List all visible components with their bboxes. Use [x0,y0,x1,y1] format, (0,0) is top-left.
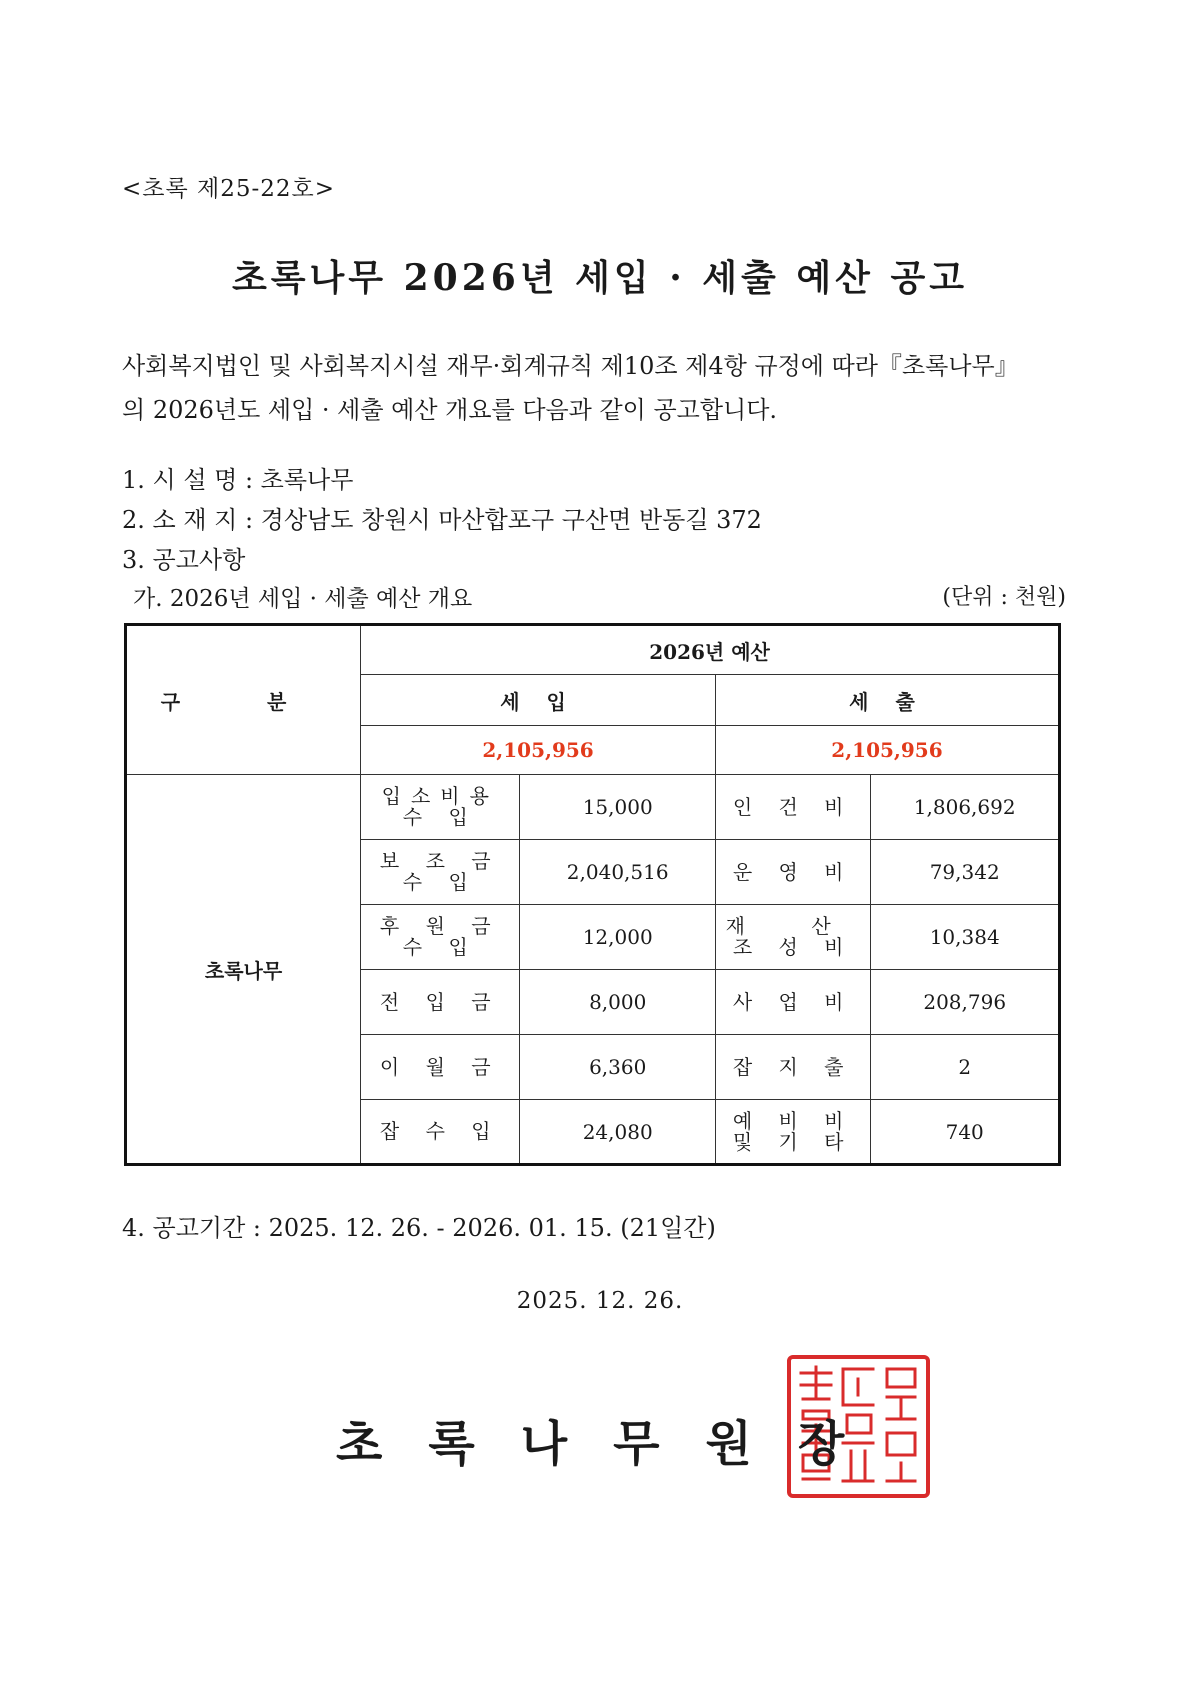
item-facility-name: 1. 시 설 명 : 초록나무 [122,466,354,494]
notice-items [122,460,762,580]
revenue-header: 세 입 [361,675,716,726]
expense-item-value: 79,342 [871,840,1060,905]
expense-item-value: 208,796 [871,970,1060,1035]
expense-label-line: 운 영 비 [732,859,854,884]
signature-line [336,1405,890,1474]
revenue-label-line: 보 조 금 [379,849,501,873]
document-number: <초록 제25-22호> [122,176,336,202]
expense-item-label [715,840,870,905]
revenue-label-line: 이 월 금 [379,1054,501,1079]
unit-label: (단위 : 천원) [942,585,1066,610]
revenue-item-value: 12,000 [520,905,716,970]
intro-line-1: 사회복지법인 및 사회복지시설 재무·회계규칙 제10조 제4항 규정에 따라『초록나무』 [122,352,1019,380]
expense-label-line: 재 산 [725,914,861,938]
signature-char: 나 [520,1416,568,1472]
expense-label-line: 및 기 타 [732,1129,854,1154]
expense-item-value: 10,384 [871,905,1060,970]
expense-item-value: 2 [871,1035,1060,1100]
revenue-item-label [361,970,520,1035]
revenue-item-value: 8,000 [520,970,716,1035]
revenue-item-label [361,1035,520,1100]
revenue-label-line: 입소비용 [381,784,499,808]
budget-year-header: 2026년 예산 [361,625,1060,675]
revenue-item-label [361,840,520,905]
notice-period: 4. 공고기간 : 2025. 12. 26. - 2026. 01. 15. (21일간) [122,1214,716,1242]
table-row [126,775,1060,840]
revenue-item-value: 15,000 [520,775,716,840]
revenue-total: 2,105,956 [361,726,716,775]
intro-paragraph [122,344,1102,432]
signature-char: 장 [797,1416,845,1472]
revenue-label-line: 수 입 [402,870,478,894]
expense-label-line: 사 업 비 [732,989,854,1014]
expense-item-label [715,970,870,1035]
signature-char: 록 [428,1416,475,1472]
revenue-label-line: 전 입 금 [379,989,501,1014]
revenue-item-label [361,775,520,840]
revenue-label-line: 수 입 [402,805,478,829]
signature-char: 무 [613,1416,660,1472]
budget-table [124,623,1061,1166]
expense-item-value: 1,806,692 [871,775,1060,840]
expense-item-label [715,905,870,970]
revenue-label-line: 후 원 금 [379,914,501,938]
signature-char: 원 [705,1416,752,1472]
item-notice-matters: 3. 공고사항 [122,546,246,574]
revenue-item-label [361,905,520,970]
revenue-label-line: 수 입 [402,935,478,959]
revenue-item-value: 2,040,516 [520,840,716,905]
item-location: 2. 소 재 지 : 경상남도 창원시 마산합포구 구산면 반동길 372 [122,506,762,534]
category-header-cell [126,625,361,775]
revenue-label-line: 잡 수 입 [379,1119,501,1143]
expense-header: 세 출 [715,675,1059,726]
expense-item-label [715,1035,870,1100]
expense-label-line: 예 비 비 [732,1108,854,1133]
signature-char: 초 [336,1416,383,1472]
issue-date: 2025. 12. 26. [516,1288,684,1314]
category-header: 구 분 [160,689,327,714]
revenue-item-value: 24,080 [520,1100,716,1165]
revenue-item-label [361,1100,520,1165]
revenue-item-value: 6,360 [520,1035,716,1100]
page-title: 초록나무 2026년 세입 · 세출 예산 공고 [231,257,969,299]
expense-total: 2,105,956 [715,726,1059,775]
org-name-cell: 초록나무 [126,775,361,1165]
expense-item-label [715,775,870,840]
intro-line-2: 의 2026년도 세입 · 세출 예산 개요를 다음과 같이 공고합니다. [122,396,778,424]
expense-label-line: 잡 지 출 [732,1054,854,1079]
expense-item-label [715,1100,870,1165]
expense-item-value: 740 [871,1100,1060,1165]
expense-label-line: 인 건 비 [732,794,854,819]
expense-label-line: 조 성 비 [732,935,854,959]
budget-subheading: 가. 2026년 세입 · 세출 예산 개요 [133,586,473,612]
